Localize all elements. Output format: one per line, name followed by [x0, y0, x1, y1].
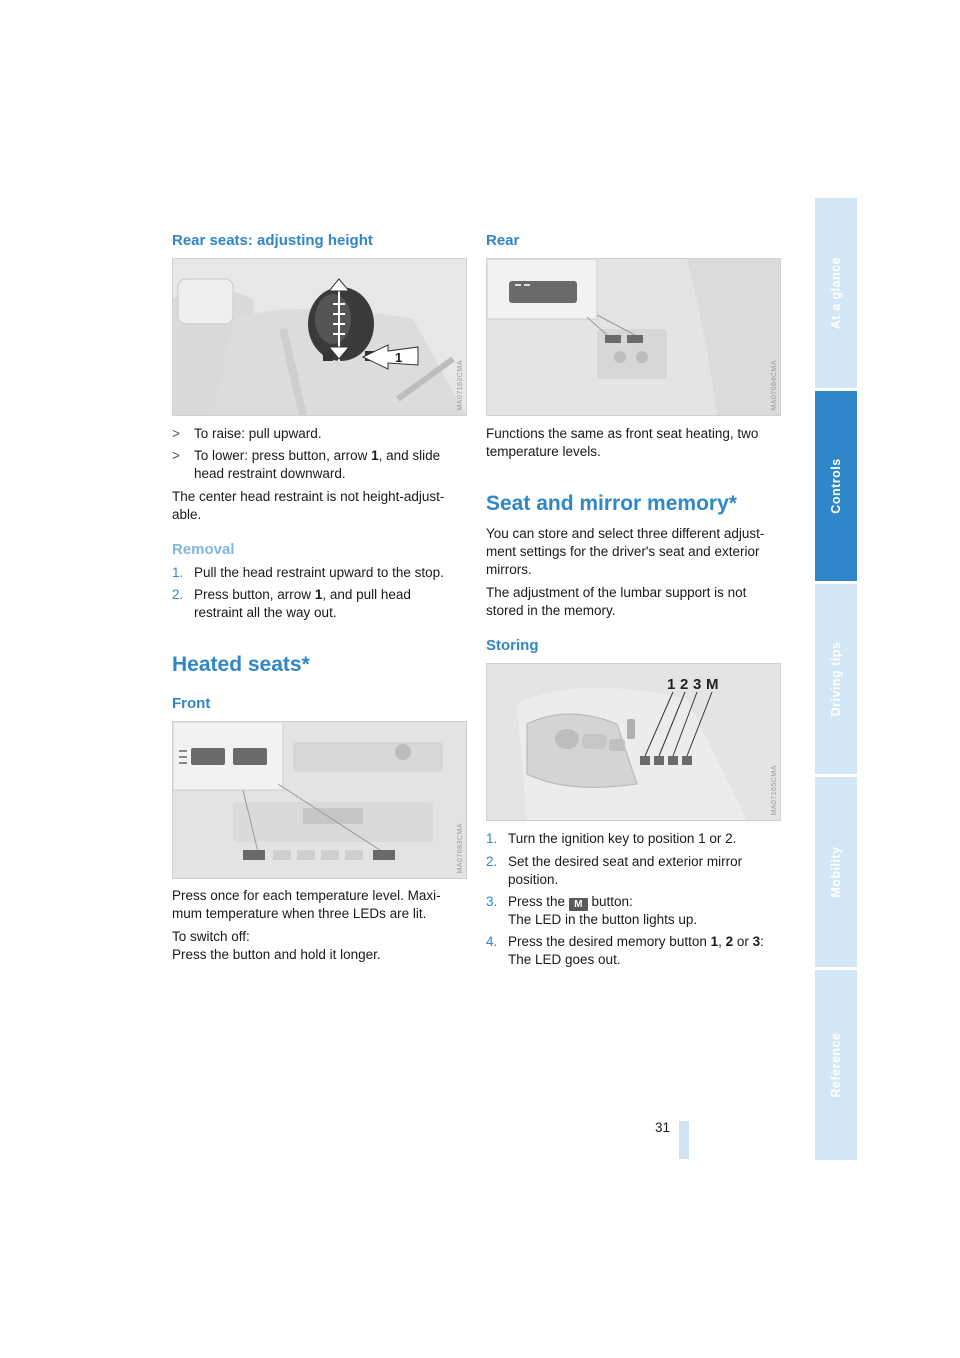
step-text: Pull the head restraint upward to the stop.	[194, 565, 444, 580]
rear-console-illustration	[487, 259, 780, 415]
page-number: 31	[655, 1120, 671, 1135]
front-paragraph-2: To switch off: Press the button and hold it longer.	[172, 929, 381, 962]
front-heading: Front	[172, 695, 211, 712]
step-text: Press the M button: The LED in the button lights up.	[508, 894, 698, 927]
page-number-bar	[679, 1121, 689, 1159]
figure-memory-buttons	[486, 663, 781, 821]
chapter-tabs	[815, 198, 857, 1160]
figure-code: MA07162CMA	[457, 360, 464, 411]
bullet-text: To raise: pull upward.	[194, 426, 322, 441]
step-text: Set the desired seat and exterior mirror position.	[508, 854, 743, 887]
center-restraint-note: The center head restraint is not height-adjust- able.	[172, 489, 445, 522]
memory-label: M	[706, 676, 719, 693]
step-number: 2.	[172, 587, 184, 602]
heated-seats-heading: Heated seats*	[172, 653, 310, 676]
list-item	[486, 933, 786, 969]
section-heading-rear-seats: Rear seats: adjusting height	[172, 232, 373, 249]
list-item	[486, 893, 786, 929]
front-paragraph-1: Press once for each temperature level. Maxi- mum temperature when three LEDs are lit.	[172, 888, 441, 921]
step-text: Turn the ignition key to position 1 or 2.	[508, 831, 737, 846]
bullet-text: To lower: press button, arrow 1, and slide head restraint downward.	[194, 448, 441, 481]
tab-controls[interactable]: Controls	[815, 391, 857, 581]
memory-heading: Seat and mirror memory*	[486, 492, 737, 515]
figure-rear-headrest	[172, 258, 467, 416]
headrest-illustration	[173, 259, 466, 415]
memory-label: 1	[667, 676, 676, 693]
rear-paragraph: Functions the same as front seat heating, two temperature levels.	[486, 426, 759, 459]
rear-heading: Rear	[486, 232, 520, 249]
bullet-marker: >	[172, 448, 180, 463]
list-item	[486, 853, 786, 889]
list-item	[172, 447, 462, 483]
step-number: 1.	[486, 831, 498, 846]
memory-label: 3	[693, 676, 702, 693]
tab-driving-tips[interactable]: Driving tips	[815, 584, 857, 774]
figure-code: MA07083CMA	[457, 823, 464, 874]
tab-reference[interactable]: Reference	[815, 970, 857, 1160]
step-number: 4.	[486, 934, 498, 949]
list-item	[172, 586, 467, 622]
step-number: 1.	[172, 565, 184, 580]
bullet-marker: >	[172, 426, 180, 441]
tab-at-a-glance[interactable]: At a glance	[815, 198, 857, 388]
storing-heading: Storing	[486, 637, 539, 654]
tab-mobility[interactable]: Mobility	[815, 777, 857, 967]
svg-text:1: 1	[395, 350, 403, 365]
figure-code: MA07165CMA	[771, 765, 778, 816]
memory-paragraph-1: You can store and select three different adjust- ment settings for the driver's seat and exterior mirrors.	[486, 526, 765, 577]
m-button-icon: M	[569, 898, 588, 911]
figure-code: MA07084CMA	[771, 360, 778, 411]
step-number: 2.	[486, 854, 498, 869]
step-text: Press the desired memory button 1, 2 or 3: The LED goes out.	[508, 934, 764, 967]
step-number: 3.	[486, 894, 498, 909]
removal-heading: Removal	[172, 541, 235, 558]
memory-label: 2	[680, 676, 689, 693]
memory-paragraph-2: The adjustment of the lumbar support is not stored in the memory.	[486, 585, 747, 618]
front-console-illustration	[173, 722, 466, 878]
figure-rear-seat-heating	[486, 258, 781, 416]
step-text: Press button, arrow 1, and pull head restraint all the way out.	[194, 587, 411, 620]
memory-buttons-illustration	[487, 664, 780, 820]
figure-front-seat-heating	[172, 721, 467, 879]
